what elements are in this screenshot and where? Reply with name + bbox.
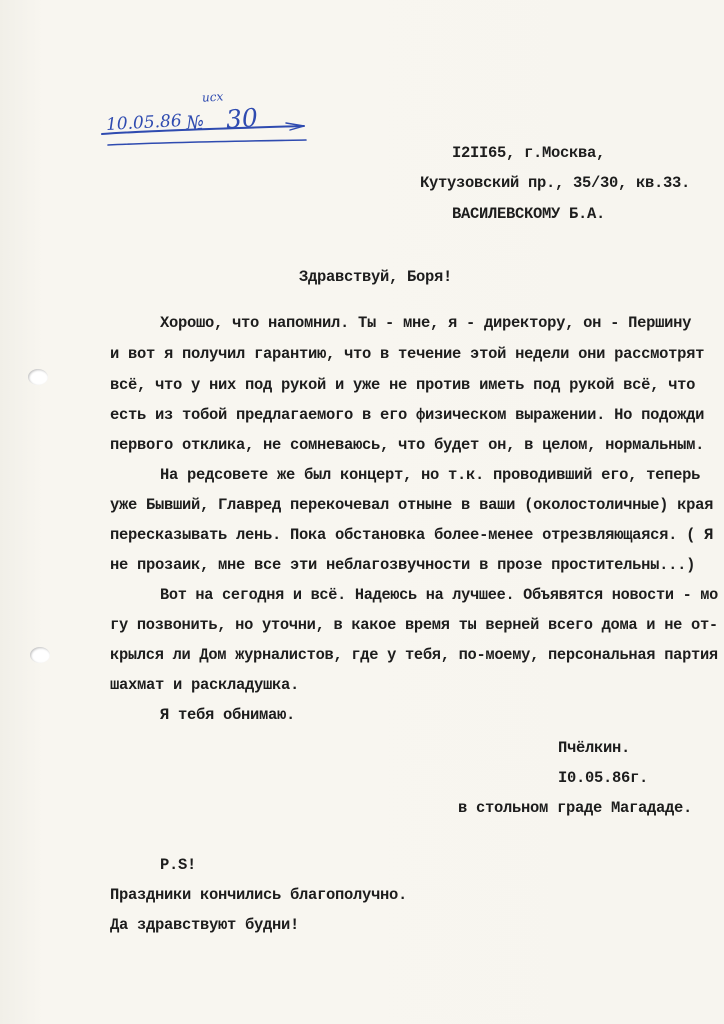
address-line-1: I2II65, г.Москва, [452,144,606,162]
postscript-line-2: Да здравствуют будни! [110,916,300,934]
handwritten-number: 30 [225,102,259,135]
punch-hole [28,369,48,385]
greeting: Здравствуй, Боря! [299,268,453,286]
body-line: не прозаик, мне все эти неблагозвучности в прозе простительны...) [110,556,696,574]
body-line: шахмат и раскладушка. [110,676,300,694]
body-line: пересказывать лень. Пока обстановка более-менее отрезвляющаяся. ( Я [110,526,714,544]
body-line: Вот на сегодня и всё. Надеюсь на лучшее. Объявятся новости - мо [160,586,719,604]
body-line: первого отклика, не сомневаюсь, что будет он, в целом, нормальным. [110,436,705,454]
signature-place: в стольном граде Магададе. [458,799,693,817]
handwritten-underline [98,118,312,150]
body-line: уже Бывший, Главред перекочевал отныне в ваши (околостоличные) края [110,496,714,514]
postscript-label: P.S! [160,856,197,874]
closing-line: Я тебя обнимаю. [160,706,296,724]
handwritten-number-sign: № [185,111,205,135]
handwritten-date: 10.05.86 [105,111,183,135]
body-line: Хорошо, что напомнил. Ты - мне, я - директору, он - Першину [160,314,692,332]
handwritten-superscript: исх [201,89,224,105]
signature-name: Пчёлкин. [558,739,631,757]
body-line: всё, что у них под рукой и уже не против иметь под рукой всё, что [110,376,696,394]
address-line-3: ВАСИЛЕВСКОМУ Б.А. [452,205,606,223]
body-line: На редсовете же был концерт, но т.к. проводивший его, теперь [160,466,701,484]
body-line: крылся ли Дом журналистов, где у тебя, по-моему, персональная партия [110,646,718,664]
punch-hole [30,647,50,663]
postscript-line-1: Праздники кончились благополучно. [110,886,408,904]
body-line: и вот я получил гарантию, что в течение этой недели они рассмотрят [110,345,705,363]
address-line-2: Кутузовский пр., 35/30, кв.33. [420,174,691,192]
signature-date: I0.05.86г. [558,769,649,787]
body-line: есть из тобой предлагаемого в его физическом выражении. Но подожди [110,406,705,424]
body-line: гу позвонить, но уточни, в какое время ты верней всего дома и не от- [110,616,718,634]
